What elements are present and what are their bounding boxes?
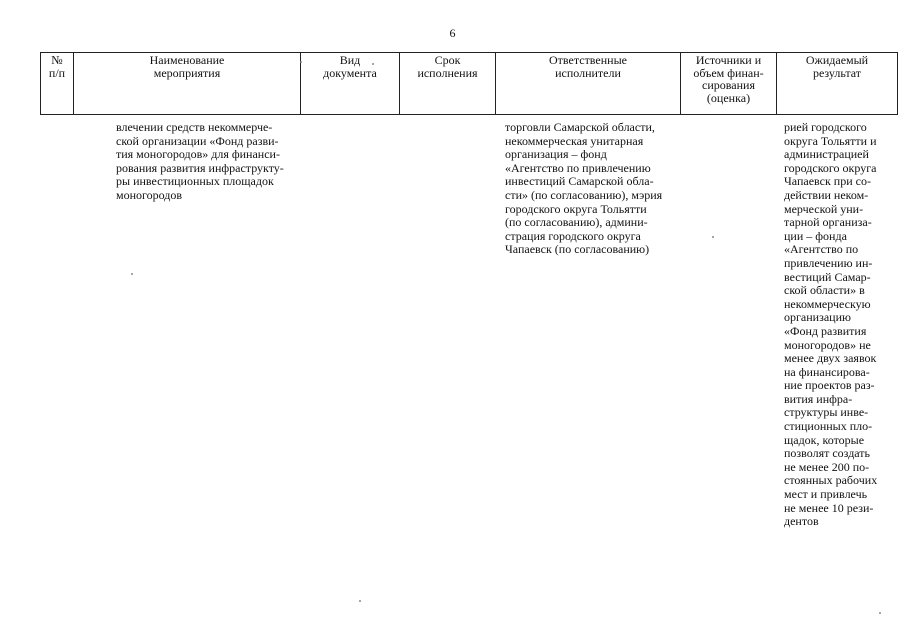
cell-deadline (400, 115, 496, 529)
scan-speck (359, 600, 361, 602)
header-expected-result: Ожидаемый результат (777, 53, 898, 115)
scan-speck (879, 612, 881, 614)
cell-executors (496, 115, 681, 529)
table-header-row (41, 53, 898, 115)
cell-number (41, 115, 74, 529)
header-funding-sources: Источники и объем финан- сирования (оценка) (681, 53, 777, 115)
expected-result-text: рией городского округа Тольятти и администрацией городского округа Чапаевск при со- действии неком- мерческой уни- тарной организа- ции – фонда «Агентство по привлечению ин- вестиций Самар- ской области» в некоммерческую организацию «Фонд развития моногородов» не менее двух заявок на финансирова- ние проектов раз- вития инфра- структуры инве- стиционных пло- щадок, которые позволят создать не менее 200 по- стоянных рабочих мест и привлечь не менее 10 рези- дентов (784, 120, 878, 529)
page-number: 6 (449, 26, 456, 40)
scan-speck (372, 63, 374, 65)
header-number: № п/п (41, 53, 74, 115)
measures-table (40, 52, 898, 529)
cell-expected-result (777, 115, 898, 529)
scan-speck (712, 236, 714, 238)
header-deadline: Срок исполнения (400, 53, 496, 115)
scan-speck (131, 273, 133, 275)
executors-text: торговли Самарской области, некоммерческая унитарная организация – фонд «Агентство по привлечению инвестиций Самарской обла- сти» (по согласованию), мэрия городского округа Тольятти (по согласованию), админи- страция городского округа Чапаевск (по согласованию) (505, 120, 663, 257)
header-executors: Ответственные исполнители (496, 53, 681, 115)
cell-measure-name (74, 115, 301, 529)
header-measure-name: Наименование мероприятия (74, 53, 301, 115)
table-row (41, 115, 898, 529)
measure-name-text: влечении средств некоммерче- ской организации «Фонд разви- тия моногородов» для финанси- рования развития инфраструкту- ры инвестиционных площадок моногородов (116, 120, 284, 202)
scan-speck (300, 61, 302, 63)
cell-document-type (301, 115, 400, 529)
cell-funding-sources (681, 115, 777, 529)
header-document-type: Вид документа (301, 53, 400, 115)
